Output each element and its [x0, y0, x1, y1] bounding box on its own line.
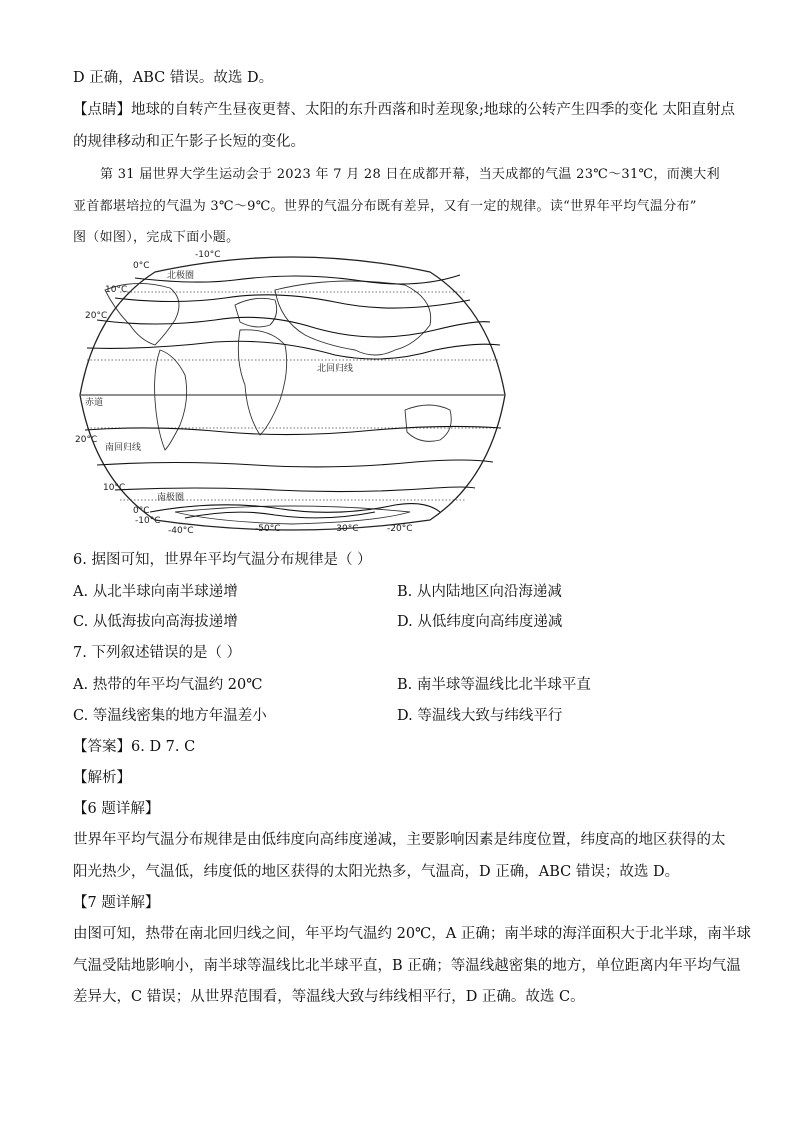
label-minus20: -20°C — [387, 524, 413, 534]
world-temperature-map — [75, 250, 510, 540]
detail-7-line-3: 差异大，C 错误；从世界范围看，等温线大致与纬线相平行，D 正确。故选 C。 — [73, 989, 585, 1005]
q7-option-d: D. 等温线大致与纬线平行 — [397, 708, 563, 724]
tip-line-1: 【点睛】地球的自转产生昼夜更替、太阳的东升西落和时差现象;地球的公转产生四季的变化 太阳直射点 — [73, 102, 735, 118]
label-minus10-south: -10°C — [135, 516, 161, 526]
label-minus50: -50°C — [255, 524, 281, 534]
q6-stem: 6. 据图可知，世界年平均气温分布规律是（ ） — [73, 552, 372, 568]
q6-option-d: D. 从低纬度向高纬度递减 — [397, 614, 563, 630]
line-prev-answer: D 正确，ABC 错误。故选 D。 — [73, 70, 274, 86]
label-minus30: -30°C — [333, 524, 359, 534]
label-0c-south: 0°C — [133, 506, 150, 516]
label-arctic-circle: 北极圈 — [167, 271, 195, 281]
label-tropic-north: 北回归线 — [317, 364, 354, 374]
label-20c-north: 20°C — [85, 311, 108, 321]
label-equator: 赤道 — [85, 398, 104, 408]
stem-line-2: 亚首都堪培拉的气温为 3℃～9℃。世界的气温分布既有差异，又有一定的规律。读“世界年平均气温分布” — [73, 199, 697, 214]
label-0c-north: 0°C — [133, 261, 150, 271]
tip-line-2: 的规律移动和正午影子长短的变化。 — [73, 134, 305, 150]
q6-option-b: B. 从内陆地区向沿海递减 — [397, 584, 562, 600]
stem-line-3: 图（如图），完成下面小题。 — [73, 230, 240, 245]
detail-6-line-2: 阳光热少，气温低，纬度低的地区获得的太阳光热多，气温高，D 正确，ABC 错误；故选 D。 — [73, 864, 680, 880]
label-10c-north: 10°C — [105, 285, 128, 295]
q6-option-a: A. 从北半球向南半球递增 — [73, 584, 238, 600]
label-minus10-top: -10°C — [195, 250, 221, 260]
q7-stem: 7. 下列叙述错误的是（ ） — [73, 645, 242, 661]
answer-line: 【答案】6. D 7. C — [73, 739, 196, 755]
detail-7-heading: 【7 题详解】 — [73, 895, 160, 911]
detail-7-line-1: 由图可知，热带在南北回归线之间，年平均气温约 20℃，A 正确；南半球的海洋面积大于北半球，南半球 — [73, 926, 751, 942]
detail-7-line-2: 气温受陆地影响小，南半球等温线比北半球平直，B 正确；等温线越密集的地方，单位距离内年平均气温 — [73, 958, 741, 974]
label-antarctic-circle: 南极圈 — [157, 493, 185, 503]
label-tropic-south: 南回归线 — [105, 443, 142, 453]
stem-line-1: 第 31 届世界大学生运动会于 2023 年 7 月 28 日在成都开幕，当天成都的气温 23℃～31℃，而澳大利 — [100, 167, 720, 182]
detail-6-heading: 【6 题详解】 — [73, 801, 160, 817]
q7-option-b: B. 南半球等温线比北半球平直 — [397, 677, 591, 693]
detail-6-line-1: 世界年平均气温分布规律是由低纬度向高纬度递减，主要影响因素是纬度位置，纬度高的地区获得的太 — [73, 832, 726, 848]
analysis-heading: 【解析】 — [73, 770, 131, 786]
label-20c-south: 20°C — [75, 435, 98, 445]
q7-option-c: C. 等温线密集的地方年温差小 — [73, 708, 267, 724]
q6-option-c: C. 从低海拔向高海拔递增 — [73, 614, 238, 630]
label-minus40: -40°C — [168, 526, 194, 536]
label-10c-south: 10°C — [103, 483, 126, 493]
q7-option-a: A. 热带的年平均气温约 20℃ — [73, 677, 263, 693]
